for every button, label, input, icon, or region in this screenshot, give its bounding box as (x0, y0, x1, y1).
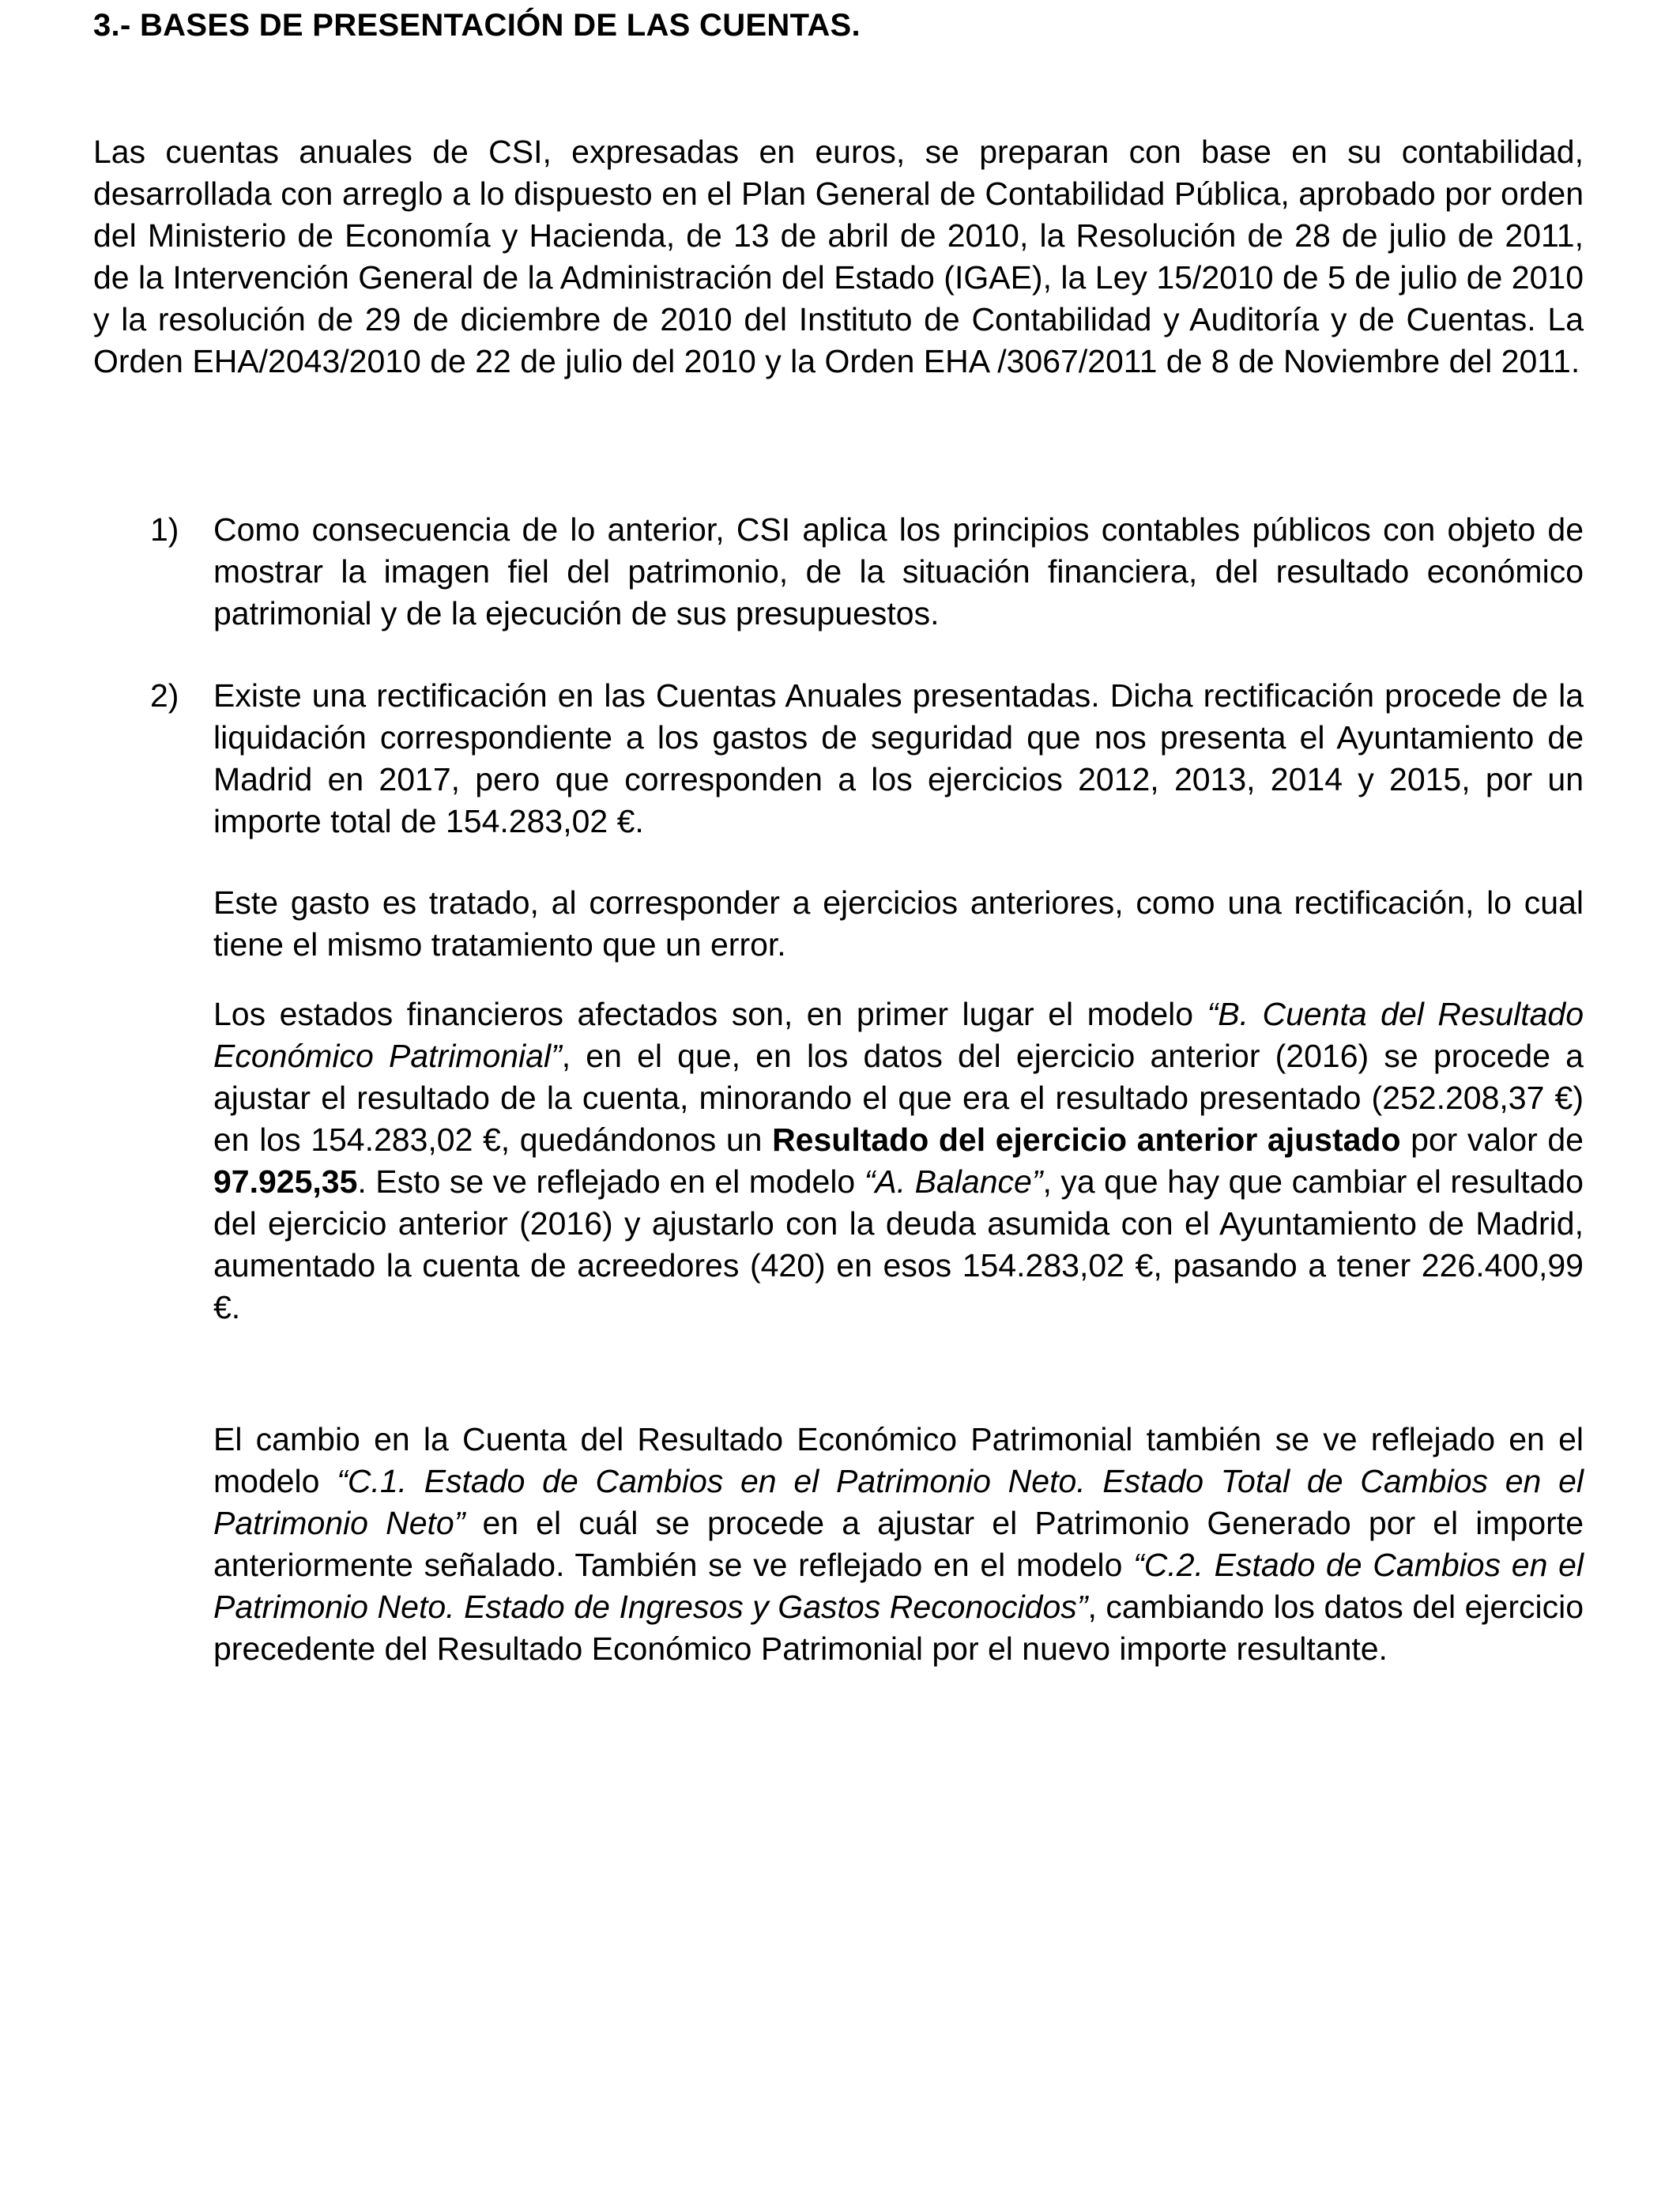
text-run: , en el que, en los datos del ejercicio anterior (2016) se procede a ajustar el resultado de la cuenta, minorando el que era el resultado presentado (252.208,37 €) en los 154.283,02 €, quedándonos un (213, 1038, 1584, 1158)
adjusted-result-label: Resultado del ejercicio anterior ajustado (772, 1122, 1401, 1158)
list-number-1: 1) (150, 511, 179, 548)
model-c1-reference: “C.1. Estado de Cambios en el Patrimonio Neto. Estado Total de Cambios en el Patrimonio Neto” (213, 1463, 1584, 1541)
list-item-1-text: Como consecuencia de lo anterior, CSI aplica los principios contables públicos con objeto de mostrar la imagen fiel del patrimonio, de la situación financiera, del resultado económico patrimonial y de la ejecución de sus presupuestos. (213, 511, 1584, 631)
model-c2-reference: “C.2. Estado de Cambios en el Patrimonio Neto. Estado de Ingresos y Gastos Reconocidos” (213, 1547, 1584, 1625)
equity-changes-paragraph (213, 1419, 1584, 1670)
model-b-reference: “B. Cuenta del Resultado Económico Patrimonial” (213, 996, 1584, 1074)
adjusted-result-value: 97.925,35 (213, 1163, 358, 1200)
text-run: en el cuál se procede a ajustar el Patrimonio Generado por el importe anteriormente señalado. También se ve reflejado en el modelo (213, 1505, 1584, 1583)
list-number-2: 2) (150, 677, 179, 714)
text-run: . Esto se ve reflejado en el modelo (357, 1163, 864, 1200)
section-heading: 3.- BASES DE PRESENTACIÓN DE LAS CUENTAS. (93, 8, 861, 43)
text-run: , ya que hay que cambiar el resultado del ejercicio anterior (2016) y ajustarlo con la deuda asumida con el Ayuntamiento de Madrid, aumentado la cuenta de acreedores (420) en esos 154.283,02 €, pasando a tener 226.400,99 €. (213, 1163, 1584, 1325)
text-run: Los estados financieros afectados son, en primer lugar el modelo (213, 996, 1207, 1032)
affected-statements-paragraph (213, 993, 1584, 1329)
text-run: El cambio en la Cuenta del Resultado Económico Patrimonial también se ve reflejado en el modelo (213, 1421, 1584, 1499)
rectification-paragraph: Este gasto es tratado, al corresponder a ejercicios anteriores, como una rectificación, lo cual tiene el mismo tratamiento que un error. (213, 884, 1584, 963)
text-run: por valor de (1400, 1122, 1584, 1158)
intro-paragraph: Las cuentas anuales de CSI, expresadas en euros, se preparan con base en su contabilidad, desarrollada con arreglo a lo dispuesto en el Plan General de Contabilidad Pública, aprobado por orden del Ministerio de Economía y Hacienda, de 13 de abril de 2010, la Resolución de 28 de julio de 2011, de la Intervención General de la Administración del Estado (IGAE), la Ley 15/2010 de 5 de julio de 2010 y la resolución de 29 de diciembre de 2010 del Instituto de Contabilidad y Auditoría y de Cuentas. La Orden EHA/2043/2010 de 22 de julio del 2010 y la Orden EHA /3067/2011 de 8 de Noviembre del 2011. (93, 134, 1584, 379)
model-a-reference: “A. Balance” (864, 1163, 1043, 1200)
text-run: , cambiando los datos del ejercicio precedente del Resultado Económico Patrimonial por el nuevo importe resultante. (213, 1589, 1584, 1667)
list-item-2-text: Existe una rectificación en las Cuentas Anuales presentadas. Dicha rectificación procede de la liquidación correspondiente a los gastos de seguridad que nos presenta el Ayuntamiento de Madrid en 2017, pero que corresponden a los ejercicios 2012, 2013, 2014 y 2015, por un importe total de 154.283,02 €. (213, 677, 1584, 839)
